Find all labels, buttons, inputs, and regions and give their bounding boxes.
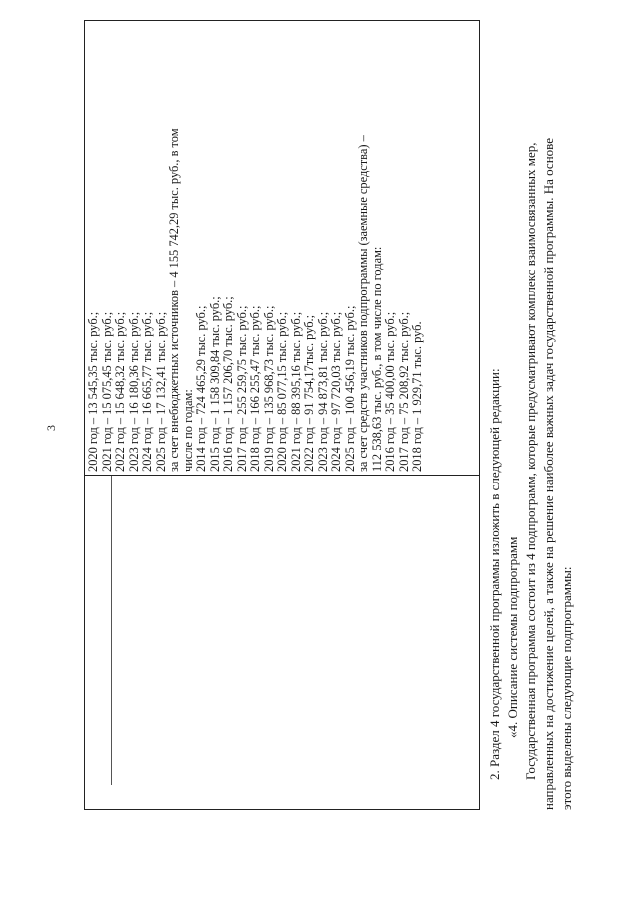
funding-table [84,20,480,810]
amendment-item-2: 2. Раздел 4 государственной программы изложить в следующей редакции: [487,368,502,780]
table-line: 2019 год – 135 968,73 тыс. руб.; [261,305,276,472]
table-line: 2021 год – 15 075,45 тыс. руб.; [99,311,114,472]
table-line: 2017 год – 75 208,92 тыс. руб.; [396,311,411,472]
table-line: 2018 год – 1 929,71 тыс. руб. [410,321,424,472]
table-line: 2022 год – 15 648,32 тыс. руб.; [113,311,127,472]
table-line: 2023 год – 94 873,81 тыс. руб.; [315,311,330,472]
section-text [486,10,576,810]
table-line: 2024 год – 16 665,77 тыс. руб.; [140,311,154,472]
table-line: 2016 год – 35 400,00 тыс. руб.; [383,311,397,472]
table-line: за счет внебюджетных источников – 4 155 742,29 тыс. руб., в том [167,128,181,472]
paragraph-line-1: Государственная программа состоит из 4 подпрограмм, которые предусматривают комплекс взаимосвязанных мер, [523,142,538,780]
table-line: 2020 год – 13 545,35 тыс. руб.; [86,311,100,472]
table-line: 2025 год – 17 132,41 тыс. руб.; [153,311,168,472]
table-left-inner-rule [85,476,112,785]
table-line: 2015 год – 1 158 309,84 тыс. руб.; [207,296,222,472]
table-right-column [87,25,477,472]
table-line: 2024 год – 97 720,03 тыс. руб.; [329,311,343,472]
paragraph-line-2: направленных на достижение целей, а также на решение наиболее важных задач государственной программы. На основе [541,138,556,810]
table-left-column [85,475,479,809]
table-line: 2023 год – 16 180,36 тыс. руб.; [126,311,141,472]
paragraph-line-3: этого выделены следующие подпрограммы: [559,566,574,810]
table-line: 2025 год – 100 456,19 тыс. руб.; [342,305,357,472]
table-line: 2018 год – 166 255,47 тыс. руб.; [248,305,262,472]
table-line: 2021 год – 88 395,16 тыс. руб.; [288,311,303,472]
table-line: числе по годам: [180,389,195,472]
table-line: 112 538,63 тыс. руб., в том числе по годам: [369,246,384,472]
table-line: 2014 год – 724 465,29 тыс. руб.; [194,305,208,472]
table-line: 2020 год – 85 077,15 тыс. руб.; [275,311,289,472]
table-line: за счет средств участников подпрограммы (заемные средства) – [356,135,370,472]
table-line: 2016 год – 1 157 206,70 тыс. руб.; [221,296,235,472]
section-heading: «4. Описание системы подпрограмм [505,536,520,738]
table-line: 2022 год – 91 754,17тыс. руб.; [302,314,316,472]
table-line: 2017 год – 255 259,75 тыс. руб.; [234,305,249,472]
page-number: 3 [44,425,58,431]
